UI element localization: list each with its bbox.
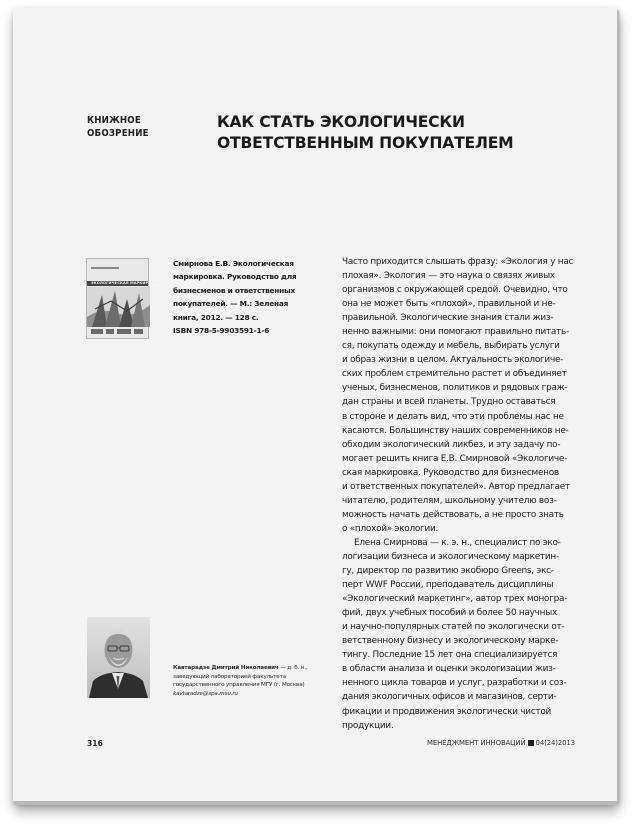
text-line: Елена Смирнова — к. э. н., специалист по эко-: [354, 537, 561, 548]
reviewer-info: [173, 664, 333, 698]
text-line: обходим экологический ликбез, и эту задачу по-: [342, 439, 561, 450]
square-icon: [528, 740, 534, 746]
reviewer-photo: [87, 617, 150, 698]
reviewer-portrait: [87, 617, 150, 698]
book-cover-image: [86, 258, 161, 339]
article-body: [342, 255, 607, 733]
text-line: ветственному бизнесу и экологическому марке-: [342, 636, 559, 647]
text-line: могает решить книга Е.В. Смирновой «Экологиче-: [342, 453, 568, 464]
text-line: ских проблем стремительно растет и объединяет: [342, 369, 567, 380]
text-line: фикации и продвижения экологически чистой: [342, 706, 552, 717]
journal-name: МЕНЕДЖМЕНТ ИННОВАЦИЙ: [426, 739, 526, 747]
page-number: 316: [87, 739, 103, 748]
magazine-page: [13, 8, 617, 801]
reviewer-email: kavtaradze@spa.msu.ru: [173, 690, 238, 697]
text-line: и образ жизни в целом. Актуальность экологиче-: [342, 355, 564, 366]
section-label: КНИЖНОЕ ОБОЗРЕНИЕ: [87, 115, 149, 139]
text-line: ненного цикла товаров и услуг, разработки и соз-: [342, 678, 567, 689]
journal-issue: 04(24)2013: [535, 739, 575, 747]
text-line: тингу. Последние 15 лет она специализируется: [342, 650, 558, 661]
text-line: дан страны и всей планеты. Трудно оставаться: [342, 397, 556, 408]
text-line: касаются. Большинству наших современников не-: [342, 425, 569, 436]
text-line: читателю, родителям, школьному учителю воз-: [342, 495, 557, 506]
article-title: КАК СТАТЬ ЭКОЛОГИЧЕСКИ ОТВЕТСТВЕННЫМ ПОКУПАТЕЛЕМ: [217, 113, 514, 152]
text-line: ся, покупать одежду и мебель, выбирать услуги: [342, 341, 560, 352]
cover-author-line: [91, 267, 119, 269]
text-line: о «плохой» экологии.: [342, 523, 439, 534]
text-line: ученых, бизнесменов, политиков и рядовых граж-: [342, 383, 568, 394]
text-line: ненно важными: они помогают правильно питать-: [342, 327, 569, 338]
reviewer-name: Кавтарадзе Дмитрий Николаевич: [173, 665, 279, 671]
cover-logos: [91, 329, 145, 335]
text-line: можность начать действовать, а не просто знать: [342, 509, 564, 520]
text-line: «Экологический маркетинг», автор трех моногра-: [342, 594, 568, 605]
text-line: гу, директор по развитию экобюро Greens, экс-: [342, 566, 554, 577]
text-line: Часто приходится слышать фразу: «Экология у нас: [342, 257, 574, 267]
text-line: плохая». Экология — это наука о связях живых: [342, 271, 555, 282]
book-bibliographic-info: Смирнова Е.В. Экологическая маркировка. Руководство для бизнесменов и ответственных покупателей. — М.: Зеленая книга, 2012. — 128 с. ISBN 978-5-9903591-1-6: [173, 259, 297, 336]
text-line: организмов с окружающей средой. Очевидно, что: [342, 285, 568, 296]
text-line: и ответственных покупателей». Автор предлагает: [342, 481, 570, 492]
text-line: дания экологичных офисов и магазинов, серти-: [342, 692, 557, 703]
text-line: фий, двух учебных пособий и более 50 научных: [342, 608, 557, 619]
text-line: правильной. Экологические знания стали жиз-: [342, 313, 554, 324]
text-line: перт WWF России, преподаватель дисциплины: [342, 580, 554, 591]
text-line: она не может быть «плохой», правильной и не-: [342, 299, 556, 310]
text-line: ская маркировка. Руководство для бизнесменов: [342, 467, 559, 478]
footer-journal: [427, 739, 575, 747]
cover-artwork: [87, 287, 150, 327]
text-line: продукции.: [342, 720, 394, 731]
text-line: в стороне и делать вид, что эти проблемы нас не: [342, 411, 564, 422]
cover-title: ЭКОЛОГИЧЕСКАЯ МАРКИРОВКА: [91, 281, 161, 285]
text-line: в области анализа и оценки экологизации жиз-: [342, 664, 556, 675]
text-line: логизации бизнеса и экологическому маркетин-: [342, 551, 559, 562]
reviewer-details: — д. б. н., заведующий лабораторией факультета государственного управления МГУ (г. Москва): [173, 665, 308, 689]
text-line: и научно-популярных статей по экологически от-: [342, 622, 565, 633]
